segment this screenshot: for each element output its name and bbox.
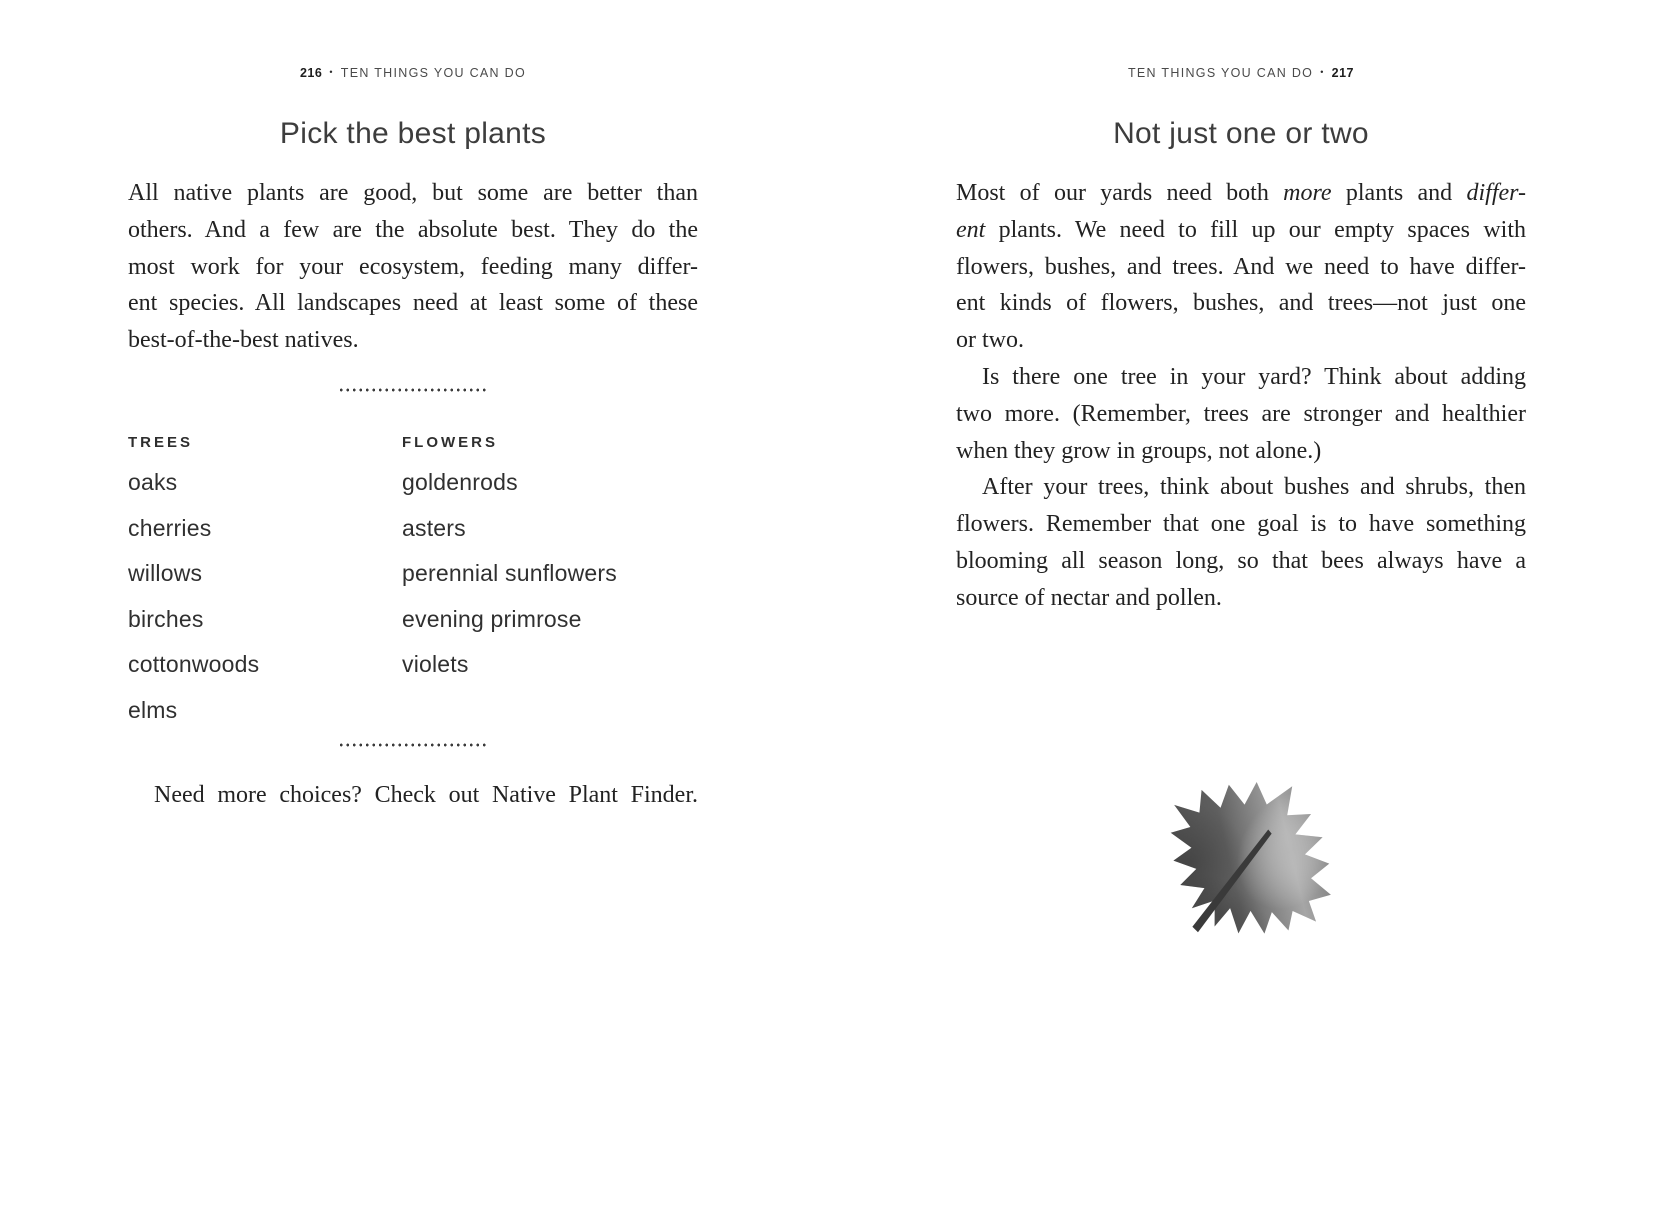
header-separator-dot: • bbox=[329, 67, 334, 77]
body-line: best-of-the-best natives. bbox=[128, 327, 359, 354]
running-header-title: TEN THINGS YOU CAN DO bbox=[1127, 66, 1314, 80]
list-item: willows bbox=[128, 560, 203, 587]
left-page-title: Pick the best plants bbox=[279, 117, 547, 150]
body-line: blooming all season long, so that bees always have a bbox=[956, 547, 1526, 574]
body-line: Most of our yards need both more plants and differ- bbox=[956, 180, 1526, 206]
body-line: most work for your ecosystem, feeding many differ- bbox=[128, 253, 698, 280]
body-line: ent plants. We need to fill up our empty spaces with bbox=[956, 216, 1526, 243]
page-number: 216 bbox=[299, 66, 323, 80]
body-line: two more. (Remember, trees are stronger and healthier bbox=[956, 400, 1526, 427]
plant-list-headings bbox=[128, 434, 698, 450]
maple-leaf-illustration bbox=[1124, 742, 1372, 972]
right-page bbox=[956, 0, 1526, 1224]
list-item: oaks bbox=[128, 469, 178, 495]
right-running-header bbox=[956, 66, 1526, 80]
flowers-column-heading: FLOWERS bbox=[402, 434, 498, 451]
running-header-title: TEN THINGS YOU CAN DO bbox=[340, 66, 526, 80]
list-item: elms bbox=[128, 696, 178, 723]
body-line: All native plants are good, but some are better than bbox=[128, 180, 698, 206]
body-line: or two. bbox=[956, 327, 1024, 354]
left-running-header bbox=[128, 66, 698, 80]
list-item: asters bbox=[402, 514, 466, 541]
dotted-divider bbox=[338, 743, 488, 747]
trees-column-heading: TREES bbox=[128, 434, 194, 451]
trees-list bbox=[128, 460, 259, 734]
body-line: Is there one tree in your yard? Think about adding bbox=[982, 363, 1526, 390]
header-separator-dot: • bbox=[1320, 67, 1325, 77]
left-intro-paragraph bbox=[128, 175, 698, 359]
body-line: ent species. All landscapes need at least some of these bbox=[128, 290, 698, 317]
body-line: flowers. Remember that one goal is to have something bbox=[956, 511, 1526, 538]
list-item: cottonwoods bbox=[128, 651, 260, 678]
body-line: others. And a few are the absolute best. They do the bbox=[128, 216, 698, 243]
body-line: flowers, bushes, and trees. And we need to have differ- bbox=[956, 253, 1526, 280]
page-number: 217 bbox=[1331, 66, 1354, 80]
list-item: perennial sunflowers bbox=[402, 560, 617, 587]
right-page-title: Not just one or two bbox=[1113, 117, 1369, 150]
body-line: ent kinds of flowers, bushes, and trees—not just one bbox=[956, 290, 1526, 317]
body-line: when they grow in groups, not alone.) bbox=[956, 437, 1322, 464]
right-body-text bbox=[956, 175, 1526, 617]
list-item: birches bbox=[128, 605, 204, 632]
dotted-divider bbox=[338, 388, 488, 392]
list-item: evening primrose bbox=[402, 605, 582, 632]
maple-leaf-svg bbox=[1124, 742, 1372, 972]
list-item: goldenrods bbox=[402, 469, 518, 495]
body-line: source of nectar and pollen. bbox=[956, 584, 1222, 611]
body-line: After your trees, think about bushes and shrubs, then bbox=[982, 474, 1526, 501]
list-item: cherries bbox=[128, 514, 212, 541]
flowers-list bbox=[402, 460, 617, 688]
more-choices-note: Need more choices? Check out Native Plant Finder. bbox=[154, 782, 698, 808]
left-page bbox=[128, 0, 698, 1224]
list-item: violets bbox=[402, 651, 469, 678]
